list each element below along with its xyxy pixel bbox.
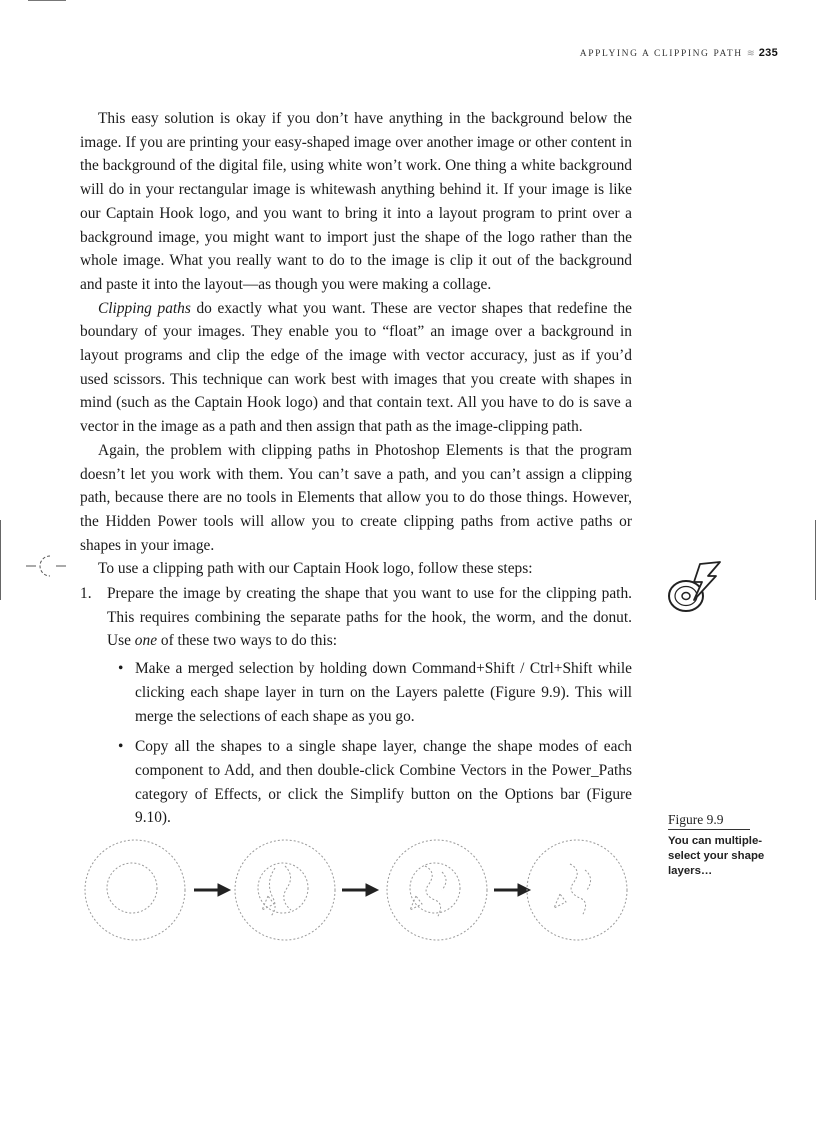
bullet-item bbox=[118, 657, 632, 728]
bullet-item bbox=[118, 735, 632, 830]
arrow-3-icon bbox=[494, 884, 530, 896]
step-text bbox=[107, 582, 632, 653]
bullet-text: Copy all the shapes to a single shape layer, change the shape modes of each component to Add, and then double-click Combine Vectors in the Power_Paths category of Effects, or click the Simplify button on the Options bar (Figure 9.10). bbox=[135, 738, 632, 827]
arrow-1-icon bbox=[194, 884, 230, 896]
running-title: APPLYING A CLIPPING PATH bbox=[579, 49, 743, 59]
bullet-text: Make a merged selection by holding down Command+Shift / Ctrl+Shift while clicking each shape layer in turn on the Layers palette (Figure 9.9). This will merge the selections of each shape as you go. bbox=[135, 660, 632, 725]
step-text-part: Prepare the image by creating the shape that you want to use for the clipping path. This requires combining the separate paths for the hook, the worm, and the donut. Use bbox=[107, 585, 632, 650]
crop-mark-top bbox=[28, 0, 66, 1]
header-separator: ≋ bbox=[746, 49, 755, 59]
stage-3-hook bbox=[387, 840, 487, 940]
paragraph-2-text: do exactly what you want. These are vector shapes that redefine the boundary of your images. They enable you to “float” an image over a background in layout programs and clip the edge of the image with vector accuracy, just as if you’d used scissors. This technique can work best with images that you create with shapes in mind (such as the Captain Hook logo) and that contain text. All you have to do is save a vector in the image as a path and then assign that path as the image-clipping path. bbox=[80, 299, 632, 436]
paragraph-2 bbox=[80, 297, 632, 439]
term-clipping-paths: Clipping paths bbox=[98, 299, 191, 317]
bullet-marker: • bbox=[118, 738, 124, 756]
body-text bbox=[80, 107, 632, 837]
page-number: 235 bbox=[758, 47, 778, 59]
figure-description: You can multiple-select your shape layers… bbox=[668, 835, 765, 877]
arrow-2-icon bbox=[342, 884, 378, 896]
bullet-marker: • bbox=[118, 660, 124, 678]
paragraph-4: To use a clipping path with our Captain Hook logo, follow these steps: bbox=[98, 560, 533, 578]
crop-mark-left bbox=[0, 520, 1, 600]
figure-label: Figure 9.9 bbox=[668, 812, 750, 830]
step-item bbox=[80, 582, 632, 830]
paragraph-3: Again, the problem with clipping paths in Photoshop Elements is that the program doesn’t let you work with them. You can’t save a path, and you can’t assign a clipping path, because there are no tools in Elements that allow you to do those things. However, the Hidden Power tools will allow you to create clipping paths from active paths or shapes in your image. bbox=[80, 441, 632, 554]
stage-2-hook bbox=[235, 840, 335, 940]
bullet-list bbox=[107, 657, 632, 830]
figure-9-9-illustration bbox=[80, 828, 640, 958]
step-text-emphasis: one bbox=[134, 632, 158, 650]
hidden-power-cd-icon bbox=[664, 560, 726, 618]
registration-mark-icon bbox=[26, 552, 70, 578]
paragraph-1: This easy solution is okay if you don’t have anything in the background below the image. If you are printing your easy-shaped image over another image or other content in the background of the digital file, using white won’t work. One thing a white background will do in your rectangular image is whitewash anything behind it. If your image is like our Captain Hook logo, and you want to bring it into a layout program to print over a background image, you might want to import just the shape of the logo rather than the whole image. What you really want to do to the image is clip it out of the background and paste it into the layout—as though you were making a collage. bbox=[80, 110, 632, 293]
stage-1-donut bbox=[85, 840, 185, 940]
stage-4-combined bbox=[527, 840, 627, 940]
running-header bbox=[580, 47, 778, 59]
figure-caption bbox=[668, 811, 778, 879]
step-text-part: of these two ways to do this: bbox=[157, 632, 337, 650]
step-number: 1. bbox=[80, 585, 92, 603]
step-list bbox=[80, 582, 632, 830]
